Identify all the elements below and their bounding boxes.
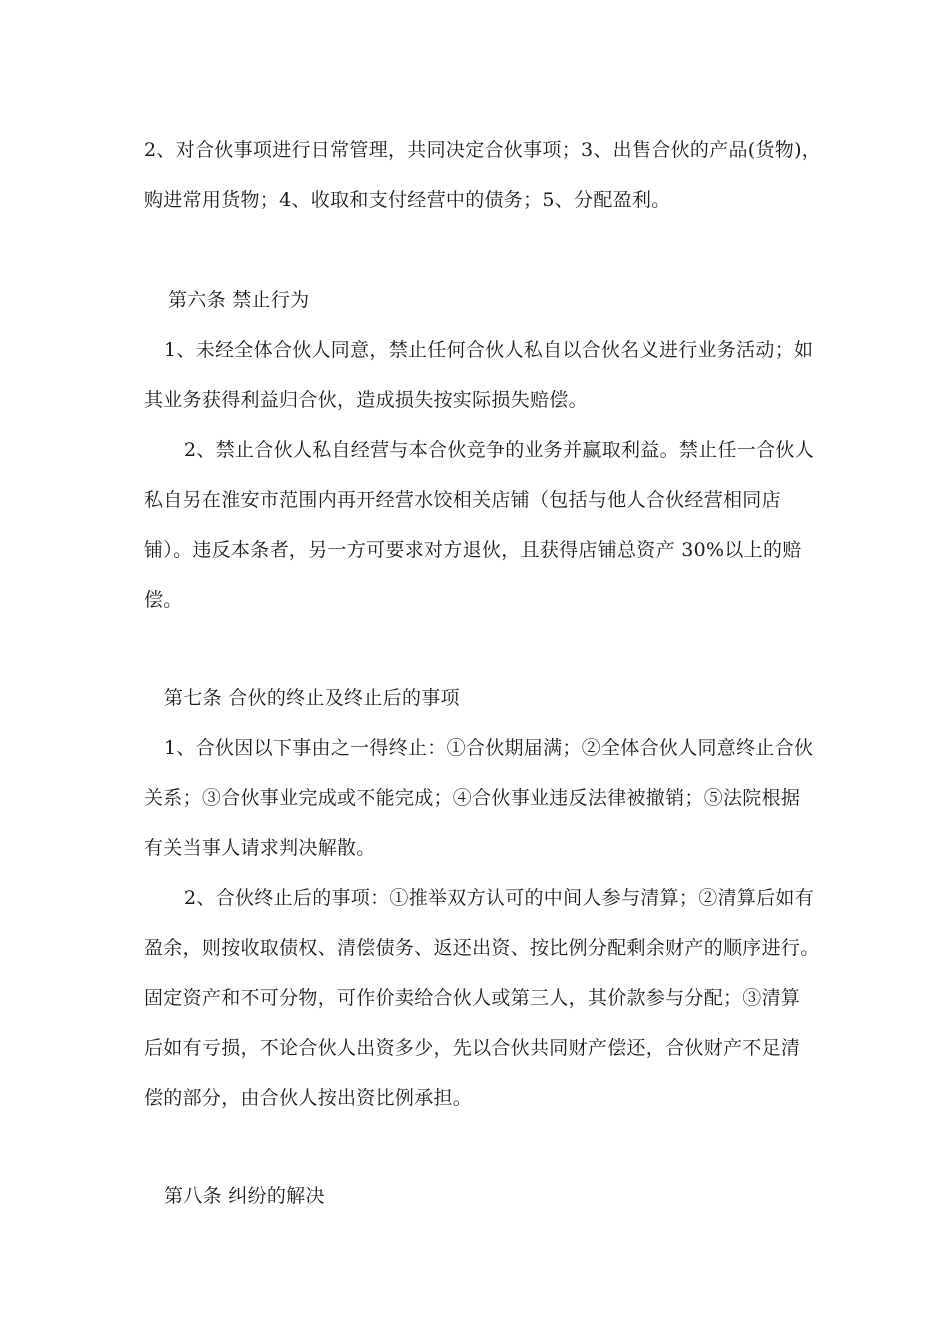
paragraph-line: 后如有亏损，不论合伙人出资多少，先以合伙共同财产偿还，合伙财产不足清 <box>144 1037 801 1059</box>
paragraph-line: 私自另在淮安市范围内再开经营水饺相关店铺（包括与他人合伙经营相同店 <box>144 489 781 511</box>
paragraph-line: 关系；③合伙事业完成或不能完成；④合伙事业违反法律被撤销；⑤法院根据 <box>144 787 801 809</box>
paragraph-line: 偿的部分，由合伙人按出资比例承担。 <box>144 1087 473 1109</box>
paragraph-line: 铺）。违反本条者，另一方可要求对方退伙，且获得店铺总资产 30%以上的赔 <box>144 539 802 561</box>
paragraph-line: 2、禁止合伙人私自经营与本合伙竞争的业务并赢取利益。禁止任一合伙人 <box>184 439 814 461</box>
paragraph-line: 盈余，则按收取债权、清偿债务、返还出资、按比例分配剩余财产的顺序进行。 <box>144 937 820 959</box>
paragraph-line: 1、合伙因以下事由之一得终止：①合伙期届满；②全体合伙人同意终止合伙 <box>164 737 814 759</box>
paragraph-line: 偿。 <box>144 589 183 611</box>
paragraph-line: 2、合伙终止后的事项：①推举双方认可的中间人参与清算；②清算后如有 <box>184 887 814 909</box>
paragraph-line: 2、对合伙事项进行日常管理，共同决定合伙事项；3、出售合伙的产品(货物)， <box>144 139 822 161</box>
paragraph-line: 1、未经全体合伙人同意，禁止任何合伙人私自以合伙名义进行业务活动；如 <box>164 339 814 361</box>
paragraph-line: 有关当事人请求判决解散。 <box>144 837 376 859</box>
section-heading-article-7: 第七条 合伙的终止及终止后的事项 <box>164 687 460 709</box>
paragraph-line: 购进常用货物；4、收取和支付经营中的债务；5、分配盈利。 <box>144 189 671 211</box>
section-heading-article-8: 第八条 纠纷的解决 <box>164 1185 325 1207</box>
section-heading-article-6: 第六条 禁止行为 <box>168 289 310 311</box>
paragraph-line: 其业务获得利益归合伙，造成损失按实际损失赔偿。 <box>144 389 588 411</box>
paragraph-line: 固定资产和不可分物，可作价卖给合伙人或第三人，其价款参与分配；③清算 <box>144 987 801 1009</box>
